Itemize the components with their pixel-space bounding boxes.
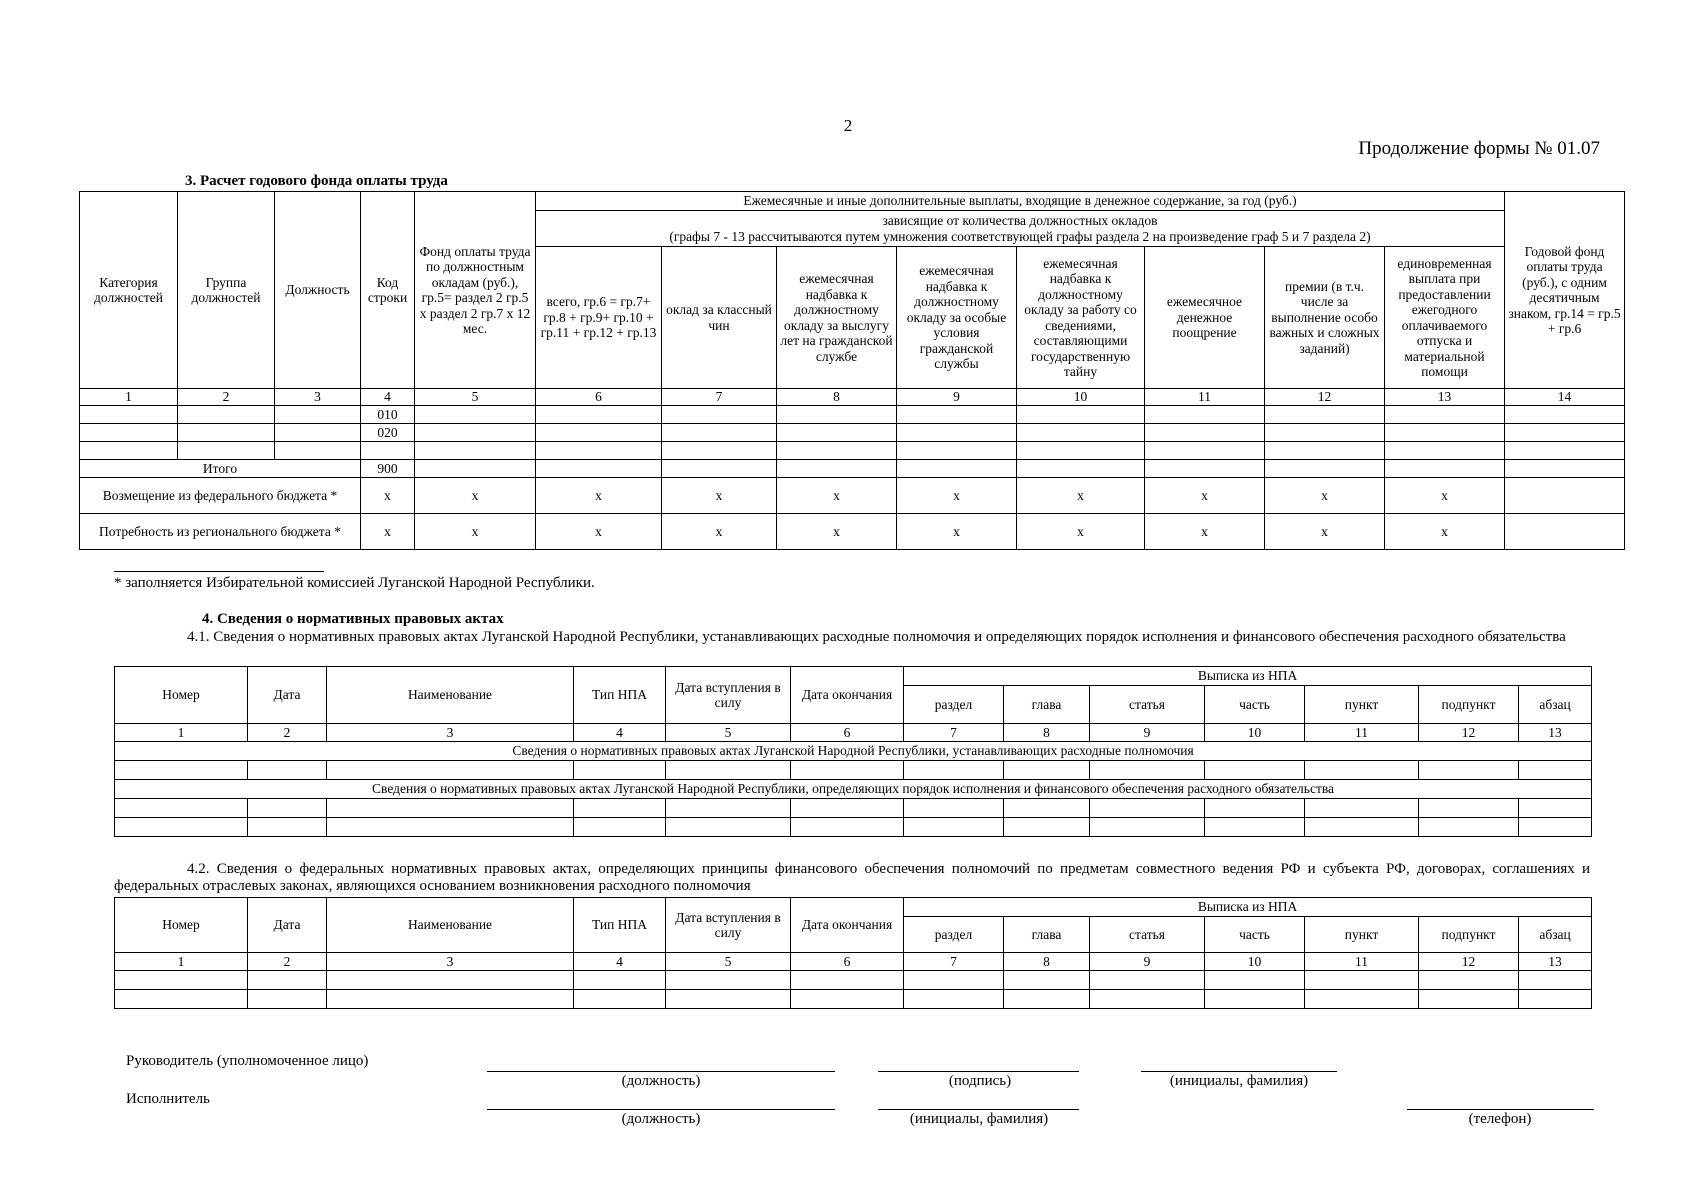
total-label: Итого bbox=[80, 460, 361, 478]
col-header-start-date: Дата вступления в силу bbox=[666, 667, 791, 724]
col-header-code: Код строки bbox=[361, 192, 415, 389]
payroll-table bbox=[79, 191, 1625, 550]
x-mark: x bbox=[662, 514, 777, 550]
col-header-monthly: Ежемесячные и иные дополнительные выплаты, входящие в денежное содержание, за год (руб.) bbox=[536, 192, 1505, 211]
col-num: 4 bbox=[574, 953, 666, 971]
col-num: 2 bbox=[248, 953, 327, 971]
x-mark: x bbox=[1145, 478, 1265, 514]
section-4-1-text: 4.1. Сведения о нормативных правовых актах Луганской Народной Республики, устанавливающих расходные полномочия и определяющих порядок исполнения и финансового обеспечения расходного обязательства bbox=[187, 629, 1566, 645]
executor-initials-caption: (инициалы, фамилия) bbox=[909, 1111, 1049, 1127]
page-number: 2 bbox=[843, 116, 853, 135]
col-num: 12 bbox=[1419, 724, 1519, 742]
col-num: 5 bbox=[415, 389, 536, 406]
column-number-row bbox=[115, 953, 1592, 971]
col-header-subpoint: подпункт bbox=[1419, 686, 1519, 724]
regional-row bbox=[80, 514, 1625, 550]
x-mark: x bbox=[415, 478, 536, 514]
npa-table-2 bbox=[114, 897, 1592, 1009]
table-row bbox=[80, 406, 1625, 424]
x-mark: x bbox=[897, 478, 1017, 514]
col-num: 10 bbox=[1205, 724, 1305, 742]
x-mark: x bbox=[1265, 478, 1385, 514]
col-header-name: Наименование bbox=[327, 667, 574, 724]
executor-phone-caption: (телефон) bbox=[1468, 1111, 1532, 1127]
row-code-020: 020 bbox=[361, 424, 415, 442]
col-num: 11 bbox=[1305, 724, 1419, 742]
head-position-caption: (должность) bbox=[621, 1073, 701, 1089]
section-4-title: 4. Сведения о нормативных правовых актах bbox=[202, 611, 504, 627]
row-code-900: 900 bbox=[361, 460, 415, 478]
col-num: 3 bbox=[275, 389, 361, 406]
x-mark: x bbox=[361, 478, 415, 514]
col-header-chapter: глава bbox=[1004, 917, 1090, 953]
col-header-start-date: Дата вступления в силу bbox=[666, 898, 791, 953]
col-header-type: Тип НПА bbox=[574, 898, 666, 953]
col-header-end-date: Дата окончания bbox=[791, 667, 904, 724]
col-num: 1 bbox=[115, 724, 248, 742]
col-num: 1 bbox=[115, 953, 248, 971]
x-mark: x bbox=[536, 478, 662, 514]
col-num: 13 bbox=[1385, 389, 1505, 406]
band-row-2: Сведения о нормативных правовых актах Луганской Народной Республики, определяющих порядок исполнения и финансового обеспечения расходного обязательства bbox=[115, 780, 1592, 799]
col-header-date: Дата bbox=[248, 898, 327, 953]
col-num: 4 bbox=[361, 389, 415, 406]
col-num: 3 bbox=[327, 724, 574, 742]
col-header-section: раздел bbox=[904, 917, 1004, 953]
col-num: 13 bbox=[1519, 953, 1592, 971]
col-header-11: ежемесячное денежное поощрение bbox=[1145, 247, 1265, 389]
col-num: 10 bbox=[1205, 953, 1305, 971]
col-num: 11 bbox=[1305, 953, 1419, 971]
table-row bbox=[115, 818, 1592, 837]
executor-phone-line bbox=[1407, 1109, 1594, 1110]
x-mark: x bbox=[361, 514, 415, 550]
band-row-1: Сведения о нормативных правовых актах Луганской Народной Республики, устанавливающих расходные полномочия bbox=[115, 742, 1592, 761]
npa-table-1 bbox=[114, 666, 1592, 837]
head-signature-line bbox=[878, 1071, 1079, 1072]
col-num: 7 bbox=[904, 953, 1004, 971]
col-header-article: статья bbox=[1090, 917, 1205, 953]
col-header-9: ежемесячная надбавка к должностному окладу за особые условия гражданской службы bbox=[897, 247, 1017, 389]
x-mark: x bbox=[897, 514, 1017, 550]
col-num: 5 bbox=[666, 953, 791, 971]
col-num: 7 bbox=[904, 724, 1004, 742]
col-header-7: оклад за классный чин bbox=[662, 247, 777, 389]
executor-position-caption: (должность) bbox=[621, 1111, 701, 1127]
section-3-title: 3. Расчет годового фонда оплаты труда bbox=[185, 173, 448, 189]
col-header-number: Номер bbox=[115, 667, 248, 724]
row-code-010: 010 bbox=[361, 406, 415, 424]
executor-initials-line bbox=[878, 1109, 1079, 1110]
col-header-dependent bbox=[536, 211, 1505, 247]
col-header-10: ежемесячная надбавка к должностному окладу за работу со сведениями, составляющими государственную тайну bbox=[1017, 247, 1145, 389]
col-num: 8 bbox=[1004, 724, 1090, 742]
table-row bbox=[80, 442, 1625, 460]
x-mark: x bbox=[777, 514, 897, 550]
x-mark: x bbox=[777, 478, 897, 514]
col-header-paragraph: абзац bbox=[1519, 686, 1592, 724]
col-header-part: часть bbox=[1205, 917, 1305, 953]
executor-label: Исполнитель bbox=[126, 1091, 210, 1107]
dependent-line-2: (графы 7 - 13 рассчитываются путем умножения соответствующей графы раздела 2 на произведение граф 5 и 7 раздела 2) bbox=[669, 228, 1371, 244]
col-header-13: единовременная выплата при предоставлении ежегодного оплачиваемого отпуска и материальной помощи bbox=[1385, 247, 1505, 389]
col-header-article: статья bbox=[1090, 686, 1205, 724]
col-num: 6 bbox=[791, 953, 904, 971]
col-header-number: Номер bbox=[115, 898, 248, 953]
x-mark: x bbox=[1385, 478, 1505, 514]
head-signature-caption: (подпись) bbox=[948, 1073, 1012, 1089]
col-header-date: Дата bbox=[248, 667, 327, 724]
col-header-12: премии (в т.ч. числе за выполнение особо важных и сложных заданий) bbox=[1265, 247, 1385, 389]
x-mark: x bbox=[662, 478, 777, 514]
x-mark: x bbox=[536, 514, 662, 550]
col-header-type: Тип НПА bbox=[574, 667, 666, 724]
column-number-row bbox=[80, 389, 1625, 406]
col-num: 9 bbox=[897, 389, 1017, 406]
head-initials-caption: (инициалы, фамилия) bbox=[1169, 1073, 1309, 1089]
col-num: 2 bbox=[178, 389, 275, 406]
total-row bbox=[80, 460, 1625, 478]
col-num: 9 bbox=[1090, 724, 1205, 742]
x-mark: x bbox=[1017, 514, 1145, 550]
head-initials-line bbox=[1141, 1071, 1337, 1072]
column-number-row bbox=[115, 724, 1592, 742]
col-header-8: ежемесячная надбавка к должностному окладу за выслугу лет на гражданской службе bbox=[777, 247, 897, 389]
table-row bbox=[80, 424, 1625, 442]
col-num: 11 bbox=[1145, 389, 1265, 406]
x-mark: x bbox=[1385, 514, 1505, 550]
col-num: 10 bbox=[1017, 389, 1145, 406]
col-num: 5 bbox=[666, 724, 791, 742]
col-header-name: Наименование bbox=[327, 898, 574, 953]
col-num: 14 bbox=[1505, 389, 1625, 406]
col-header-end-date: Дата окончания bbox=[791, 898, 904, 953]
head-position-line bbox=[487, 1071, 835, 1072]
col-header-group: Группа должностей bbox=[178, 192, 275, 389]
col-header-extract: Выписка из НПА bbox=[904, 898, 1592, 917]
footnote: * заполняется Избирательной комиссией Луганской Народной Республики. bbox=[114, 575, 595, 591]
regional-label: Потребность из регионального бюджета * bbox=[80, 514, 361, 550]
col-num: 13 bbox=[1519, 724, 1592, 742]
col-header-part: часть bbox=[1205, 686, 1305, 724]
x-mark: x bbox=[1265, 514, 1385, 550]
col-header-point: пункт bbox=[1305, 686, 1419, 724]
col-header-point: пункт bbox=[1305, 917, 1419, 953]
col-num: 6 bbox=[791, 724, 904, 742]
head-label: Руководитель (уполномоченное лицо) bbox=[126, 1053, 369, 1069]
col-num: 12 bbox=[1265, 389, 1385, 406]
col-num: 8 bbox=[777, 389, 897, 406]
col-header-position: Должность bbox=[275, 192, 361, 389]
col-num: 12 bbox=[1419, 953, 1519, 971]
dependent-line-1: зависящие от количества должностных окладов bbox=[882, 213, 1158, 228]
col-header-fund: Фонд оплаты труда по должностным окладам (руб.), гр.5= раздел 2 гр.5 х раздел 2 гр.7 х 12 мес. bbox=[415, 192, 536, 389]
x-mark: x bbox=[1145, 514, 1265, 550]
col-num: 6 bbox=[536, 389, 662, 406]
col-num: 3 bbox=[327, 953, 574, 971]
col-header-category: Категория должностей bbox=[80, 192, 178, 389]
executor-position-line bbox=[487, 1109, 835, 1110]
table-row bbox=[115, 799, 1592, 818]
col-num: 8 bbox=[1004, 953, 1090, 971]
col-num: 2 bbox=[248, 724, 327, 742]
col-header-extract: Выписка из НПА bbox=[904, 667, 1592, 686]
col-num: 4 bbox=[574, 724, 666, 742]
col-num: 7 bbox=[662, 389, 777, 406]
footnote-divider bbox=[114, 571, 324, 572]
col-num: 9 bbox=[1090, 953, 1205, 971]
table-row bbox=[115, 990, 1592, 1009]
col-header-annual-fund: Годовой фонд оплаты труда (руб.), с одним десятичным знаком, гр.14 = гр.5 + гр.6 bbox=[1505, 192, 1625, 389]
federal-row bbox=[80, 478, 1625, 514]
col-header-section: раздел bbox=[904, 686, 1004, 724]
col-num: 1 bbox=[80, 389, 178, 406]
x-mark: x bbox=[1017, 478, 1145, 514]
federal-label: Возмещение из федерального бюджета * bbox=[80, 478, 361, 514]
col-header-paragraph: абзац bbox=[1519, 917, 1592, 953]
table-row bbox=[115, 971, 1592, 990]
form-continuation: Продолжение формы № 01.07 bbox=[1358, 138, 1600, 159]
section-4-2-text: 4.2. Сведения о федеральных нормативных правовых актах, определяющих принципы финансового обеспечения полномочий по предметам совместного ведения РФ и субъекта РФ, договорах, соглашениях и федеральных отраслевых законах, являющихся основанием возникновения расходного полномочия bbox=[114, 861, 1590, 894]
table-row bbox=[115, 761, 1592, 780]
col-header-chapter: глава bbox=[1004, 686, 1090, 724]
col-header-6: всего, гр.6 = гр.7+ гр.8 + гр.9+ гр.10 + гр.11 + гр.12 + гр.13 bbox=[536, 247, 662, 389]
col-header-subpoint: подпункт bbox=[1419, 917, 1519, 953]
x-mark: x bbox=[415, 514, 536, 550]
